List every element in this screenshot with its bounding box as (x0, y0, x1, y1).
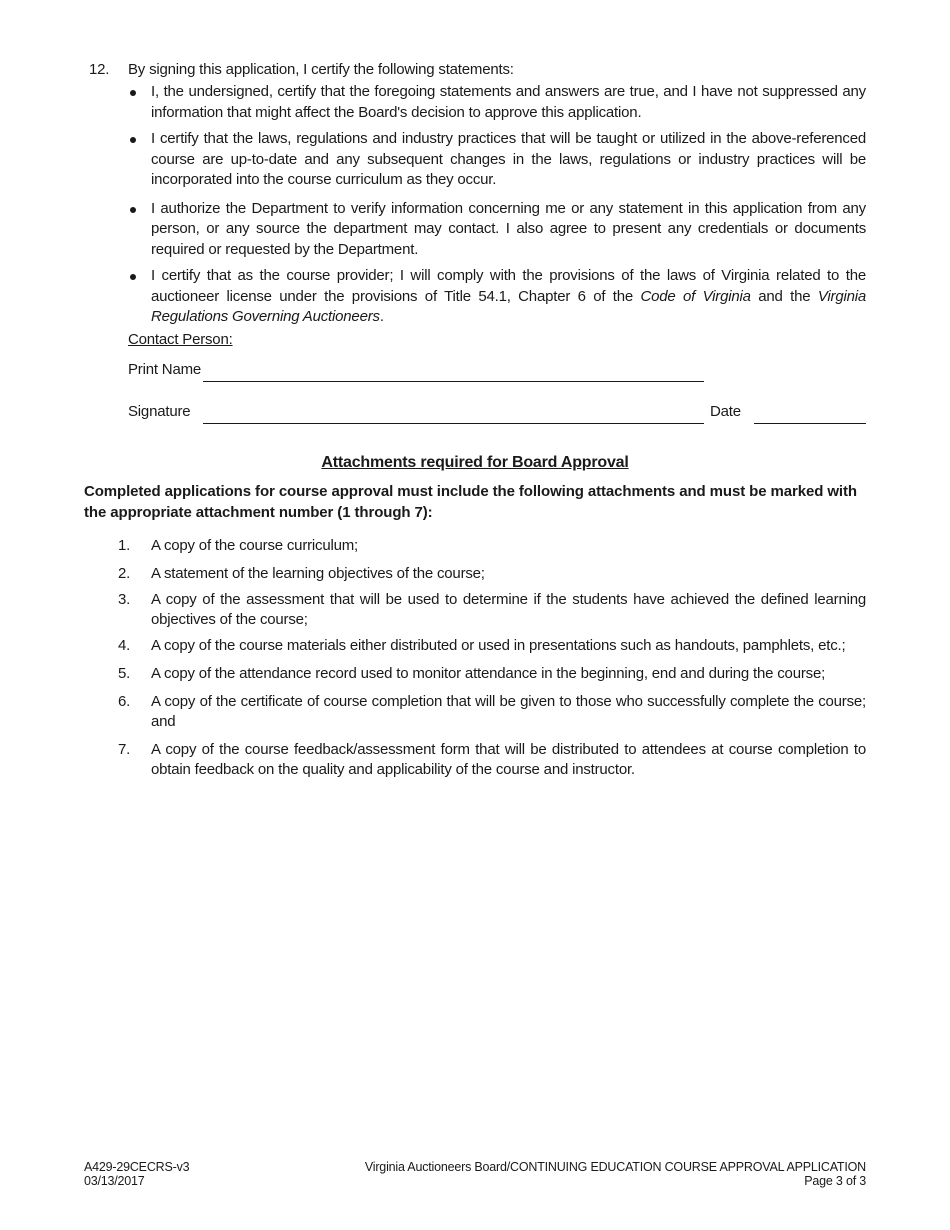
bullet-icon (130, 274, 136, 280)
statement-italic-regulations: Virginia Regulations Governing Auctioneers (151, 287, 867, 325)
statement-text: I, the undersigned, certify that the foregoing statements and answers are true, and I have not suppressed any information that might affect the Board's decision to approve this application. (151, 83, 866, 121)
attachments-list (118, 536, 866, 780)
certification-statement (151, 199, 866, 261)
certification-statement (151, 266, 866, 328)
certification-heading (89, 60, 866, 80)
certification-lead: By signing this application, I certify the following statements: (128, 61, 514, 78)
footer-title-info (365, 1160, 866, 1188)
list-item (118, 692, 866, 732)
list-item (118, 536, 866, 556)
item-text: A copy of the certificate of course completion that will be given to those who successfully complete the course; and (151, 693, 866, 730)
print-name-label: Print Name (128, 361, 202, 378)
statement-text: I certify that the laws, regulations and industry practices that will be taught or utilized in the above-referenced course are up-to-date and any subsequent changes in the laws, regulations or industry practices will be incorporated into the course curriculum as they occur. (151, 130, 866, 188)
form-date: 03/13/2017 (84, 1174, 145, 1188)
item-number: 2. (118, 565, 131, 582)
item-number: 4. (118, 637, 131, 654)
date-label: Date (710, 403, 741, 420)
list-item (118, 664, 866, 684)
statement-text: I authorize the Department to verify information concerning me or any statement in this application from any person, or any source the department may contact. I also agree to present any credentials or documents required or requested by the Department. (151, 199, 866, 258)
statement-text-part: . (379, 308, 384, 325)
certification-section (89, 60, 866, 328)
list-item (118, 590, 866, 630)
statement-text-part: and the (750, 287, 818, 305)
item-number: 5. (118, 665, 131, 682)
item-text: A copy of the assessment that will be used to determine if the students have achieved the defined learning objectives of the course; (151, 591, 866, 628)
form-title: Virginia Auctioneers Board/CONTINUING EDUCATION COURSE APPROVAL APPLICATION (364, 1160, 866, 1174)
item-number: 1. (118, 537, 131, 554)
item-text: A copy of the course curriculum; (151, 537, 359, 554)
list-item (118, 740, 866, 780)
item-number: 7. (118, 741, 131, 758)
date-field[interactable] (754, 423, 866, 424)
certification-statement (151, 82, 866, 123)
item-number: 3. (118, 591, 131, 608)
list-item (118, 636, 866, 656)
signature-field[interactable] (203, 423, 704, 424)
form-code: A429-29CECRS-v3 (84, 1160, 190, 1174)
attachments-intro: Completed applications for course approval must include the following attachments and must be marked with the appropriate attachment number (1 through 7): (84, 483, 857, 521)
statement-text-part: I certify that as the course provider; I will comply with the provisions of the laws of Virginia related to the auctioneer license under the provisions of Title 54.1, Chapter 6 of the (151, 267, 866, 305)
bullet-icon (130, 207, 136, 213)
print-name-field[interactable] (203, 381, 704, 382)
statement-italic-code: Code of Virginia (640, 287, 751, 305)
certification-list (151, 82, 866, 328)
print-name-row (128, 360, 708, 382)
item-text: A copy of the course materials either distributed or used in presentations such as handouts, pamphlets, etc.; (151, 637, 846, 654)
bullet-icon (130, 90, 136, 96)
certification-statement (151, 129, 866, 191)
signature-row (128, 402, 868, 424)
bullet-icon (130, 137, 136, 143)
attachments-title-text: Attachments required for Board Approval (321, 454, 629, 471)
attachments-title (0, 453, 950, 473)
item-text: A copy of the course feedback/assessment form that will be distributed to attendees at course completion to obtain feedback on the quality and applicability of the course and instructor. (151, 741, 866, 778)
item-number: 12. (89, 61, 110, 78)
item-number: 6. (118, 693, 131, 710)
contact-person-heading: Contact Person: (128, 331, 233, 348)
page-number: Page 3 of 3 (804, 1174, 866, 1188)
item-text: A copy of the attendance record used to monitor attendance in the beginning, end and during the course; (151, 665, 826, 682)
signature-label: Signature (128, 403, 191, 420)
footer-form-info (84, 1160, 189, 1188)
item-text: A statement of the learning objectives of the course; (151, 565, 485, 582)
list-item (118, 564, 866, 584)
